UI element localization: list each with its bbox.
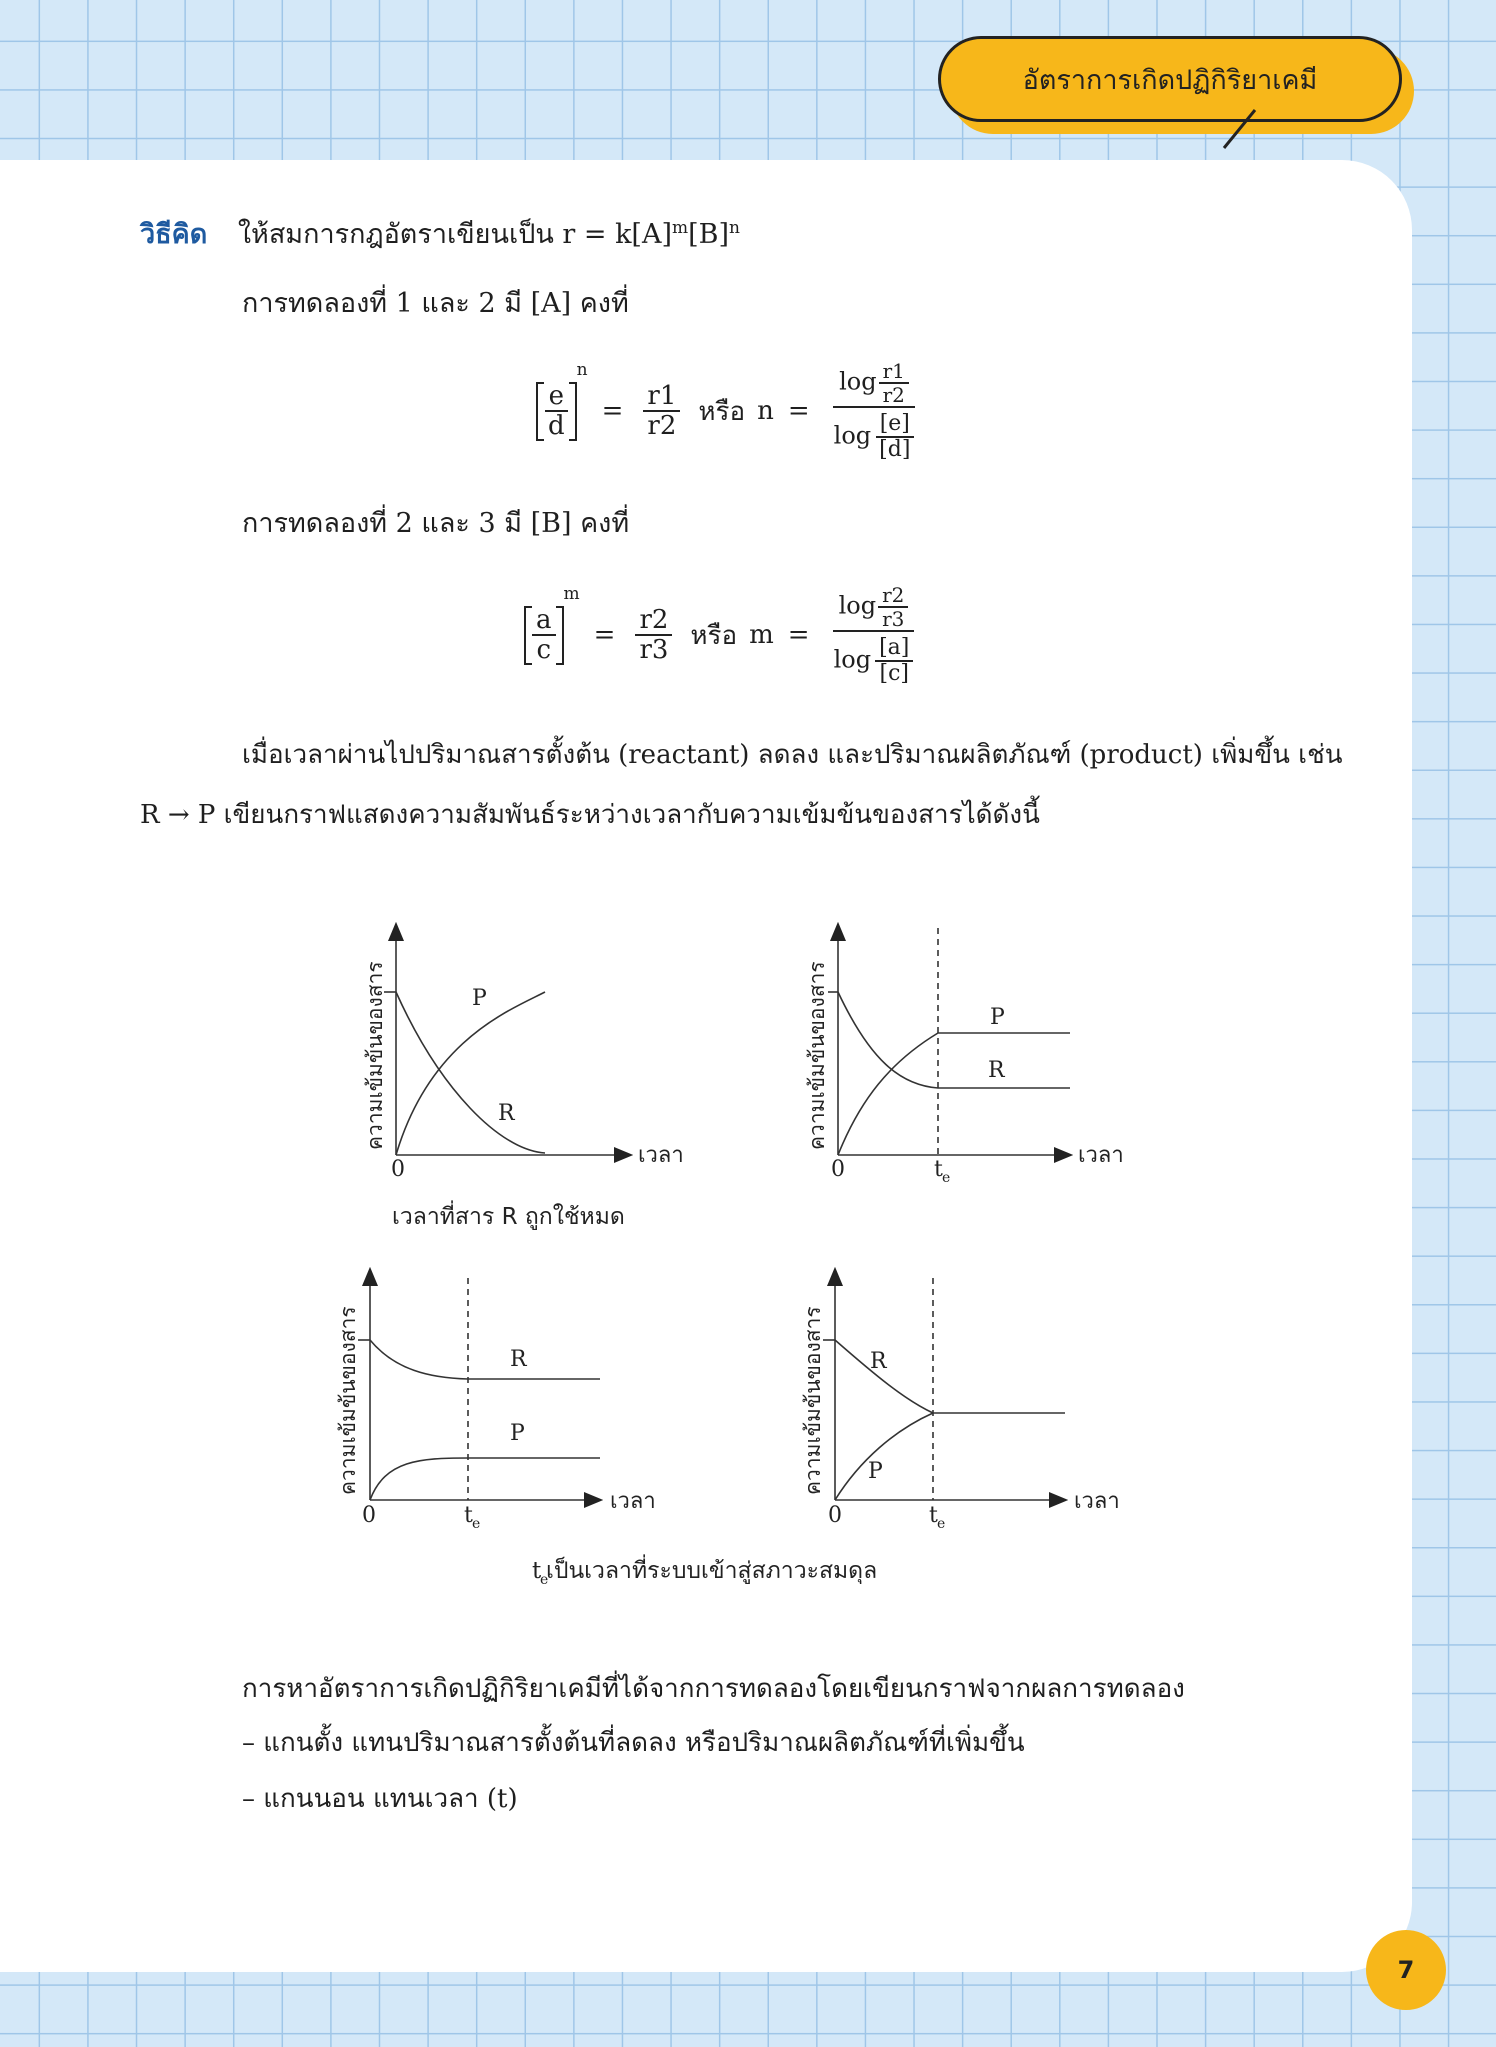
eq1-den: d: [548, 411, 565, 442]
method-line1: การทดลองที่ 1 และ 2 มี [A] คงที่: [242, 288, 629, 319]
g3-ylabel: ความเข้มข้นของสาร: [336, 1306, 360, 1495]
eq2-equals-2: =: [787, 620, 810, 651]
g2-xlabel: เวลา: [1078, 1143, 1124, 1168]
concentration-graphs: [300, 900, 1160, 1620]
g2-ylabel: ความเข้มข้นของสาร: [805, 961, 829, 1150]
g-caption2-sub: e: [540, 1572, 549, 1588]
header-tag-tail: [1210, 108, 1270, 150]
footer-line3: – แกนนอน แทนเวลา (t): [242, 1784, 518, 1814]
eq1-equals: =: [601, 396, 624, 427]
eq2-or: หรือ: [690, 620, 738, 651]
equation-1: [536, 360, 924, 462]
g2-label-P: P: [990, 1005, 1005, 1030]
g2-curve-R: [838, 992, 1070, 1088]
exp-m: m: [672, 218, 689, 238]
g1-label-P: P: [472, 986, 487, 1011]
eq2-exp: m: [563, 584, 580, 604]
footer-line2: – แกนตั้ง แทนปริมาณสารตั้งต้นที่ลดลง หรือปริมาณผลิตภัณฑ์ที่เพิ่มขึ้น: [242, 1728, 1025, 1758]
g2-te-sub: e: [942, 1170, 951, 1186]
eq1-r-den: r2: [647, 411, 677, 442]
g3-xlabel: เวลา: [610, 1489, 656, 1514]
g1-xlabel: เวลา: [638, 1143, 684, 1168]
g1-origin: 0: [391, 1157, 405, 1182]
eq1-bracket: [536, 382, 577, 441]
eq2-equals: =: [593, 620, 616, 651]
eq1-log-bot: log: [833, 421, 872, 450]
g1-curve-P: [396, 992, 545, 1155]
footer-line1: การหาอัตราการเกิดปฏิกิริยาเคมีที่ได้จากการทดลองโดยเขียนกราฟจากผลการทดลอง: [242, 1674, 1185, 1704]
eq1-or: หรือ: [698, 396, 746, 427]
g4-te: t: [929, 1503, 938, 1528]
g1-curve-R: [396, 992, 545, 1153]
eq2-var: m: [749, 620, 774, 651]
g3-label-P: P: [510, 1421, 525, 1446]
g3-label-R: R: [510, 1347, 527, 1372]
g3-te: t: [464, 1503, 473, 1528]
g4-label-P: P: [868, 1459, 883, 1484]
eq1-exp: n: [576, 360, 588, 380]
g1-caption: เวลาที่สาร R ถูกใช้หมด: [392, 1204, 625, 1230]
eq2-r-den: r3: [639, 635, 669, 666]
g4-ylabel: ความเข้มข้นของสาร: [801, 1306, 825, 1495]
eq2-log-den: r3: [882, 607, 905, 631]
g3-origin: 0: [362, 1503, 376, 1528]
g2-label-R: R: [988, 1058, 1005, 1083]
g3-curve-P: [370, 1458, 600, 1500]
method-label: วิธีคิด: [140, 219, 208, 250]
eq2-r-num: r2: [635, 606, 672, 637]
g1-ylabel: ความเข้มข้นของสาร: [363, 961, 387, 1150]
eq1-log-den: r2: [882, 383, 905, 407]
eq2-den: c: [536, 635, 552, 666]
eq1-log-num: r1: [879, 360, 909, 384]
g4-xlabel: เวลา: [1074, 1489, 1120, 1514]
eq1-var: n: [757, 396, 774, 427]
para-line2: R → P เขียนกราฟแสดงความสัมพันธ์ระหว่างเวลากับความเข้มข้นของสารได้ดังนี้: [140, 800, 1040, 830]
g4-label-R: R: [870, 1349, 887, 1374]
eq2-num: a: [532, 606, 556, 637]
g3-te-sub: e: [472, 1516, 481, 1532]
g2-origin: 0: [831, 1157, 845, 1182]
eq1-bot-den: [d]: [879, 437, 911, 463]
eq1-bot-num: [e]: [876, 412, 914, 438]
para-line1: เมื่อเวลาผ่านไปปริมาณสารตั้งต้น (reactant) ลดลง และปริมาณผลิตภัณฑ์ (product) เพิ่มขึ้น เช่น: [242, 740, 1343, 770]
exp-n: n: [729, 218, 740, 238]
g-caption2-text: เป็นเวลาที่ระบบเข้าสู่สภาวะสมดุล: [546, 1558, 878, 1584]
eq1-equals-2: =: [787, 396, 810, 427]
page-number: 7: [1366, 1930, 1446, 2010]
g4-te-sub: e: [937, 1516, 946, 1532]
eq2-log-bot: log: [833, 645, 872, 674]
equation-2: [524, 584, 923, 686]
eq2-bracket: [524, 606, 564, 665]
method-line2: การทดลองที่ 2 และ 3 มี [B] คงที่: [242, 508, 630, 539]
method-intro: ให้สมการกฎอัตราเขียนเป็น r = k[A]: [237, 219, 672, 250]
eq2-bot-num: [a]: [875, 636, 913, 662]
g-caption2-t: t: [532, 1558, 542, 1584]
eq2-log-num: r2: [878, 584, 908, 608]
method-line: [140, 218, 740, 251]
eq2-bot-den: [c]: [879, 661, 909, 687]
header-title: อัตราการเกิดปฏิกิริยาเคมี: [1022, 64, 1318, 96]
g4-curve-P: [835, 1413, 933, 1500]
g3-curve-R: [370, 1340, 600, 1379]
eq1-log-top: log: [839, 367, 877, 396]
header-tag: [938, 36, 1402, 122]
eq1-num: e: [545, 382, 568, 413]
method-mid: [B]: [688, 219, 730, 250]
g4-origin: 0: [828, 1503, 842, 1528]
g2-te: t: [934, 1157, 943, 1182]
eq1-r-num: r1: [643, 382, 680, 413]
eq2-log-top: log: [838, 591, 877, 620]
g1-label-R: R: [498, 1101, 515, 1126]
